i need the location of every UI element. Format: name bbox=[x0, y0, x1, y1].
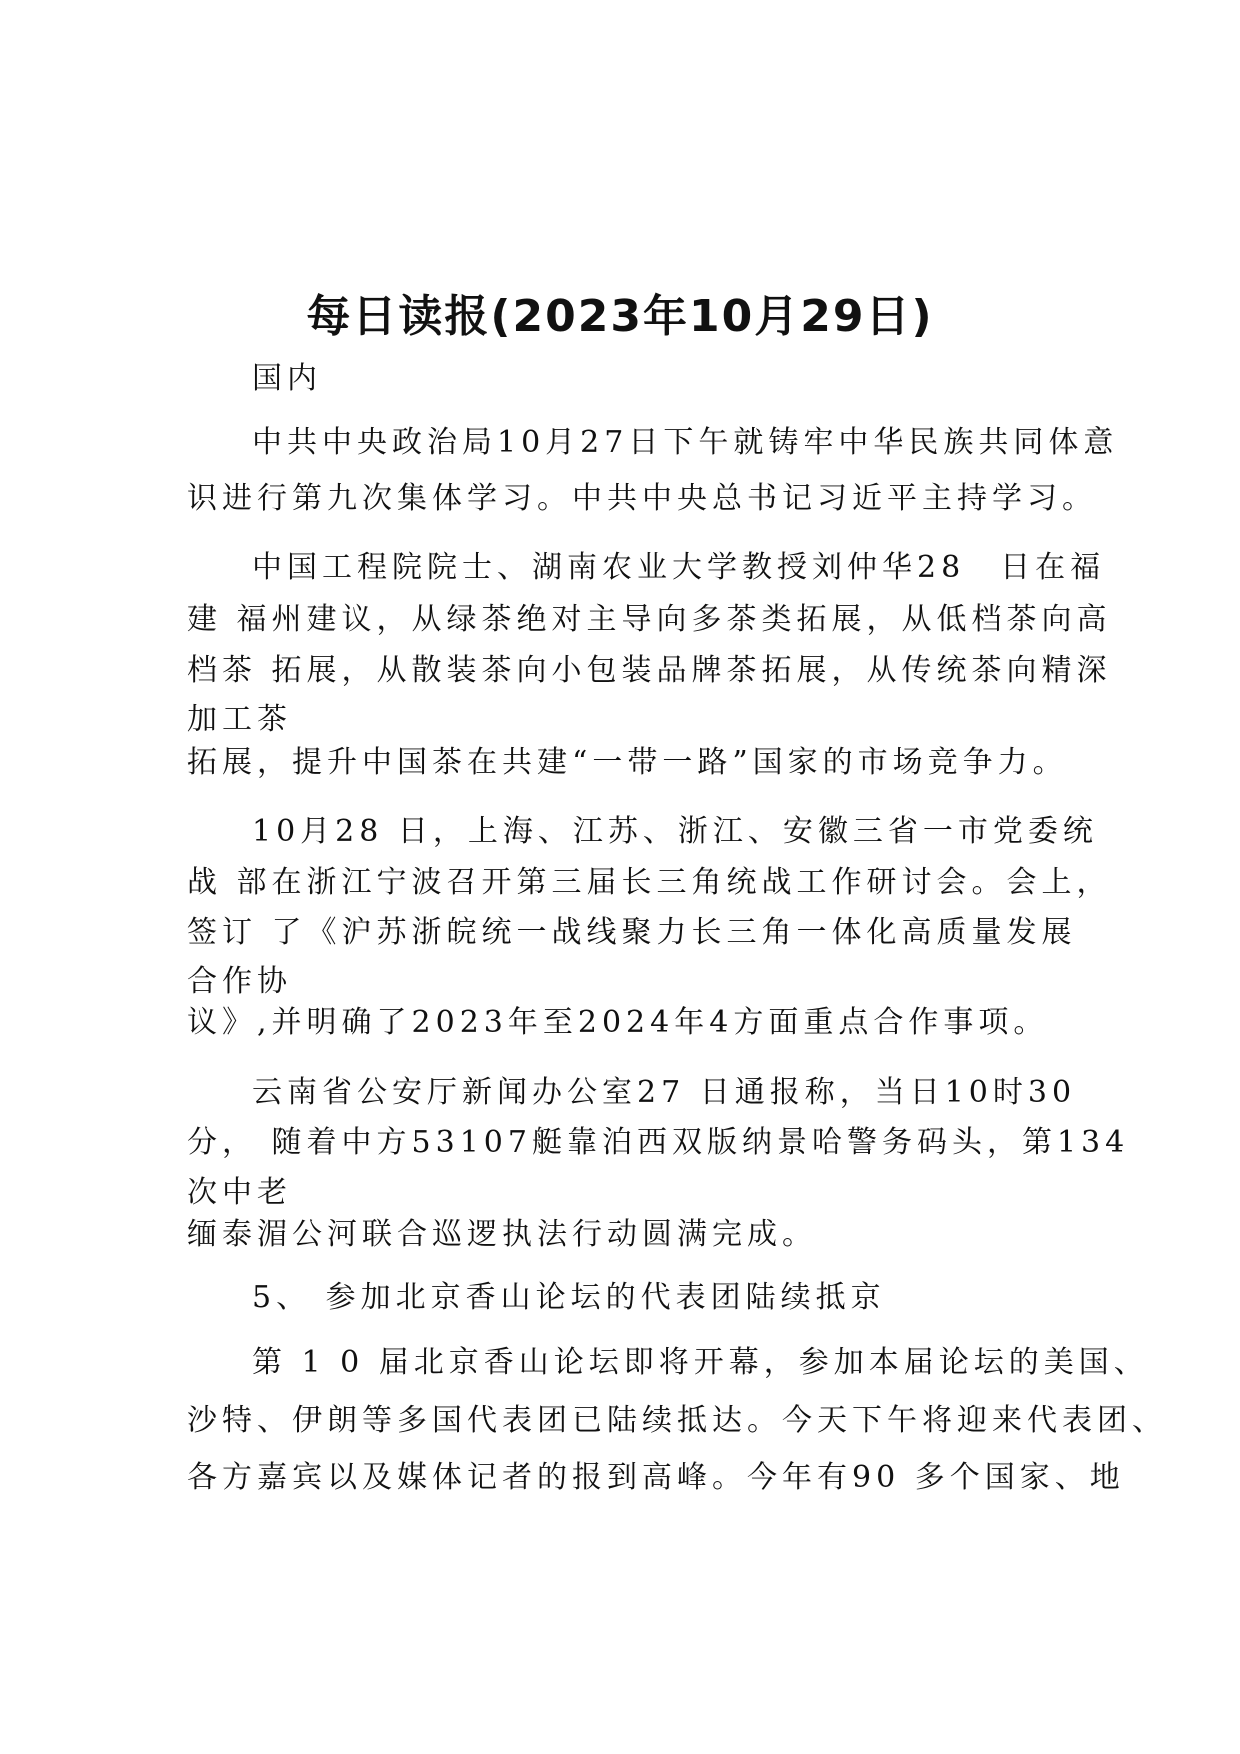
text-line: 第 1 0 届北京香山论坛即将开幕，参加本届论坛的美国、 bbox=[252, 1345, 1149, 1380]
text-line: 档茶 拓展，从散装茶向小包装品牌茶拓展，从传统茶向精深 bbox=[187, 653, 1112, 688]
text-line: 缅泰湄公河联合巡逻执法行动圆满完成。 bbox=[187, 1217, 817, 1252]
text-line: 加工茶 bbox=[187, 702, 292, 737]
document-title: 每日读报(2023年10月29日) bbox=[306, 291, 934, 342]
section-heading-xiangshan-forum: 5、 参加北京香山论坛的代表团陆续抵京 bbox=[252, 1280, 886, 1315]
text-line: 识进行第九次集体学习。中共中央总书记习近平主持学习。 bbox=[187, 481, 1097, 516]
text-line: 分， 随着中方53107艇靠泊西双版纳景哈警务码头，第134 bbox=[187, 1125, 1130, 1160]
text-line: 10月28 日，上海、江苏、浙江、安徽三省一市党委统 bbox=[252, 814, 1098, 849]
text-line: 合作协 bbox=[187, 964, 292, 999]
text-line: 拓展，提升中国茶在共建“一带一路”国家的市场竞争力。 bbox=[187, 745, 1068, 780]
text-line: 签订 了《沪苏浙皖统一战线聚力长三角一体化高质量发展 bbox=[187, 915, 1077, 950]
text-line: 中国工程院院士、湖南农业大学教授刘仲华28 日在福 bbox=[252, 550, 1106, 585]
text-line: 战 部在浙江宁波召开第三届长三角统战工作研讨会。会上， bbox=[187, 865, 1112, 900]
text-line: 沙特、伊朗等多国代表团已陆续抵达。今天下午将迎来代表团、 bbox=[187, 1403, 1167, 1438]
text-line: 各方嘉宾以及媒体记者的报到高峰。今年有90 多个国家、地 bbox=[187, 1460, 1125, 1495]
text-line: 建 福州建议，从绿茶绝对主导向多茶类拓展，从低档茶向高 bbox=[187, 602, 1112, 637]
text-line: 云南省公安厅新闻办公室27 日通报称，当日10时30 bbox=[252, 1075, 1077, 1110]
text-line: 次中老 bbox=[187, 1175, 292, 1210]
section-heading-domestic: 国内 bbox=[252, 361, 322, 396]
text-line: 议》,并明确了2023年至2024年4方面重点合作事项。 bbox=[187, 1005, 1049, 1040]
text-line: 中共中央政治局10月27日下午就铸牢中华民族共同体意 bbox=[252, 425, 1119, 460]
